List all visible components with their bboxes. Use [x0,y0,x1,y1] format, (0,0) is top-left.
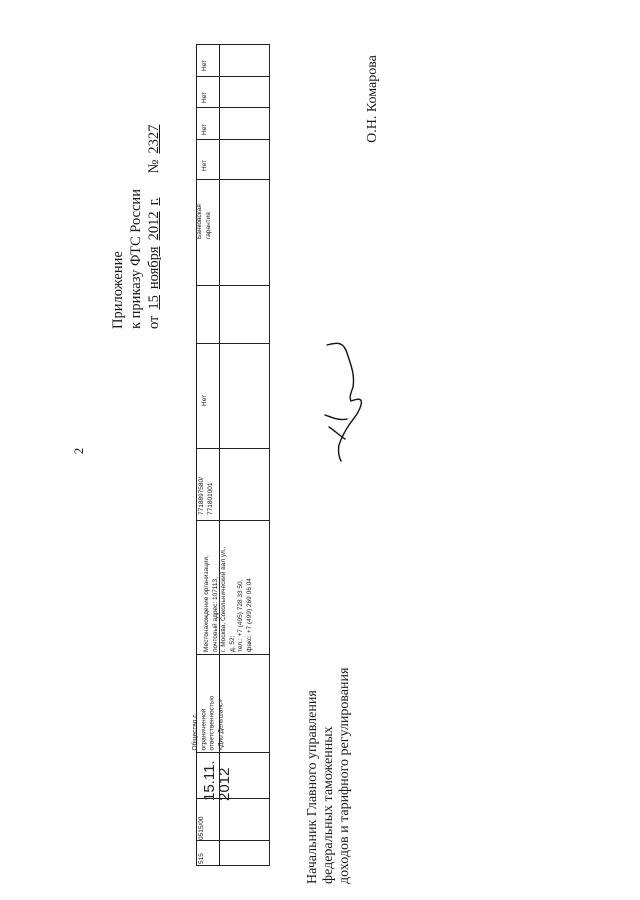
col-row-number [197,840,269,866]
number-sign: № [146,159,162,174]
appendix-header [109,81,209,441]
cell-no-5: Нет [201,59,208,71]
registry-table [191,44,270,866]
cell-no-1: Нет [201,394,208,406]
cell-code: 0515/00 [198,816,205,840]
date-prefix: от [146,315,162,329]
col-date [197,752,269,801]
cell-no-4: Нет [201,91,208,103]
signer-name: О.Н. Комарова [365,55,380,143]
date-day: 15 [146,295,162,310]
col-no-1 [197,343,269,448]
signatory-title [305,594,365,884]
page-number: 2 [71,447,86,455]
col-address [197,520,269,654]
col-code [197,798,269,840]
date-suffix: г. [146,197,162,206]
cell-address: Местонахождение организации, почтовый адрес: 107113, г. Москва, Сокольнический вал ул., д. 52; тел.: +7 (495) 728 33 50, факс: +7 (499) 269 06 04 [203,546,253,652]
cell-row-number: 515 [198,853,205,864]
title-line-2: федеральных таможенных [321,726,336,884]
col-org-name [191,654,269,752]
col-no-4 [197,76,269,107]
col-no-2 [197,139,269,179]
order-date-line [145,81,163,329]
cell-guarantee: Банковская гарантия [196,204,212,239]
col-no-5 [197,45,269,76]
date-year: 2012 [146,211,162,241]
col-guarantee [197,179,269,285]
order-number: 2327 [146,124,162,154]
order-reference: к приказу ФТС России [128,189,144,329]
col-inn-kpp [197,448,269,520]
title-line-1: Начальник Главного управления [305,690,320,884]
date-month: ноября [146,246,162,290]
cell-date: 15.11. 2012 [201,760,233,801]
signature [305,335,375,465]
cell-inn-kpp: 7718897580/ 771801001 [198,477,214,515]
cell-org-name: Общество с ограниченной ответственностью «Дио Дельшанс» [191,695,224,751]
col-no-3 [197,107,269,139]
cell-no-3: Нет [201,123,208,135]
cell-no-2: Нет [201,159,208,171]
col-empty-2 [197,285,269,343]
appendix-title: Приложение [110,251,126,329]
title-line-3: доходов и тарифного регулирования [337,667,352,884]
